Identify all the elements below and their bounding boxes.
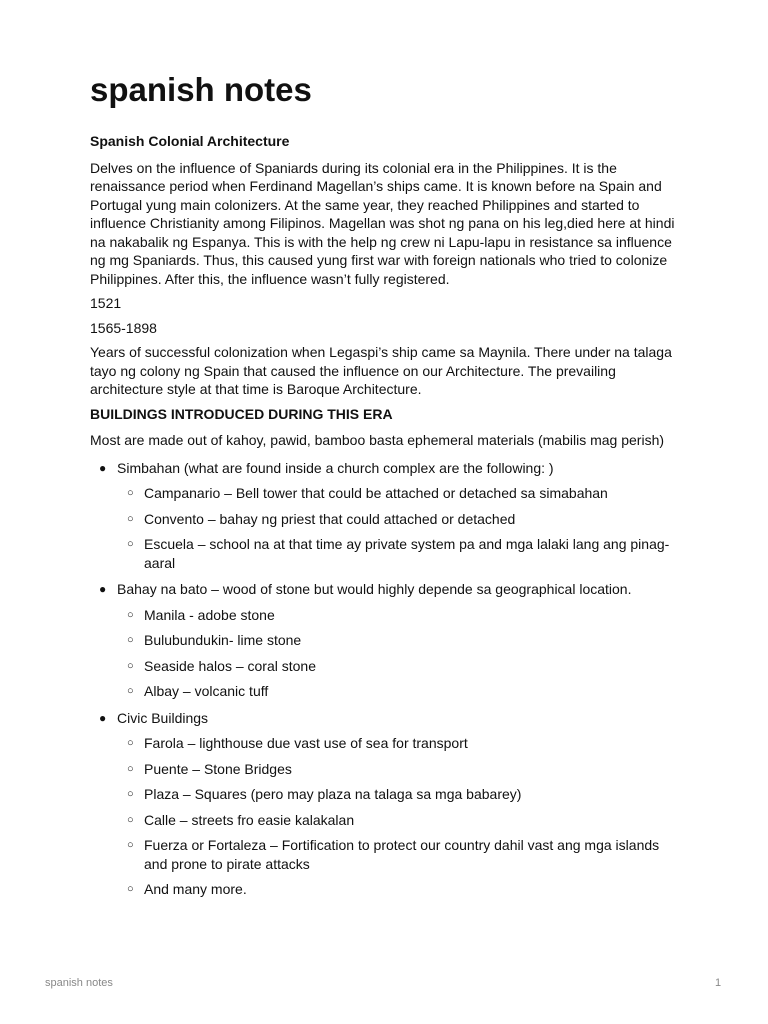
list-item-simbahan xyxy=(90,459,680,573)
sublist xyxy=(117,484,680,572)
year-range: 1565-1898 xyxy=(90,319,157,336)
intro-paragraph: Delves on the influence of Spaniards during its colonial era in the Philippines. It is the renaissance period when Ferdinand Magellan’s ships came. It is known before na Spain and Portugal yung main colonizers. At the same year, they reached Philippines and started to influence Christianity among Filipinos. Magellan was shot ng pana on his leg,died here at hindi na nakabalik ng Espanya. This is with the help ng crew ni Lapu-lapu in resistance sa influence ng mg Spaniards. Thus, this caused yung first war with foreign nationals who tried to colonize Philippines. After this, the influence wasn’t fully registered. xyxy=(90,159,675,287)
year-1521: 1521 xyxy=(90,295,122,311)
section-heading: Spanish Colonial Architecture xyxy=(90,133,290,149)
sublist-item xyxy=(117,657,680,676)
buildings-heading: BUILDINGS INTRODUCED DURING THIS ERA xyxy=(90,405,393,422)
circle-bullet-icon: ○ xyxy=(127,883,134,895)
circle-bullet-icon: ○ xyxy=(127,685,134,697)
colonization-paragraph: Years of successful colonization when Legaspi’s ship came sa Maynila. There under na talaga tayo ng colony ng Spain that caused the influence on our Architecture. The prevailing architecture style at that time is Baroque Architecture. xyxy=(90,344,672,397)
circle-bullet-icon: ○ xyxy=(127,487,134,499)
footer-title: spanish notes xyxy=(45,977,113,989)
sublist xyxy=(117,734,680,899)
document-body xyxy=(90,132,680,907)
sublist-item-text: Campanario – Bell tower that could be attached or detached sa simabahan xyxy=(144,485,608,501)
sublist xyxy=(117,606,680,701)
sublist-item xyxy=(117,785,680,804)
buildings-intro: Most are made out of kahoy, pawid, bamboo basta ephemeral materials (mabilis mag perish) xyxy=(90,432,665,448)
sublist-item-text: Fuerza or Fortaleza – Fortification to protect our country dahil vast ang mga islands and prone to pirate attacks xyxy=(144,837,660,872)
list-item-bahay-na-bato xyxy=(90,580,680,701)
sublist-item xyxy=(117,631,680,650)
circle-bullet-icon: ○ xyxy=(127,608,134,621)
sublist-item xyxy=(117,880,680,899)
sublist-item-text: Bulubundukin- lime stone xyxy=(144,632,302,648)
circle-bullet-icon: ○ xyxy=(127,788,134,800)
bullet-icon: ● xyxy=(99,460,107,475)
sublist-item-text: Puente – Stone Bridges xyxy=(144,760,292,777)
circle-bullet-icon: ○ xyxy=(127,762,134,775)
sublist-item xyxy=(117,734,680,753)
circle-bullet-icon: ○ xyxy=(127,839,134,851)
circle-bullet-icon: ○ xyxy=(127,512,134,525)
sublist-item xyxy=(117,535,680,572)
list-item-civic-buildings xyxy=(90,709,680,899)
list-item-label: Civic Buildings xyxy=(117,709,209,726)
buildings-list xyxy=(90,459,680,899)
sublist-item xyxy=(117,510,680,529)
bullet-icon: ● xyxy=(99,582,107,596)
document-title: spanish notes xyxy=(90,71,312,108)
sublist-item xyxy=(117,484,680,503)
sublist-item-text: Escuela – school na at that time ay private system pa and mga lalaki lang ang pinag-aaral xyxy=(144,536,670,571)
sublist-item-text: Calle – streets fro easie kalakalan xyxy=(144,811,355,828)
list-item-label: Bahay na bato – wood of stone but would highly depende sa geographical location. xyxy=(117,581,632,597)
circle-bullet-icon: ○ xyxy=(127,538,134,550)
sublist-item-text: Convento – bahay ng priest that could attached or detached xyxy=(144,510,516,527)
sublist-item xyxy=(117,811,680,830)
sublist-item-text: Farola – lighthouse due vast use of sea for transport xyxy=(144,735,468,751)
sublist-item xyxy=(117,682,680,701)
bullet-icon: ● xyxy=(99,710,107,725)
circle-bullet-icon: ○ xyxy=(127,659,134,672)
sublist-item-text: Albay – volcanic tuff xyxy=(144,683,269,699)
list-item-label: Simbahan (what are found inside a church complex are the following: ) xyxy=(117,459,554,476)
sublist-item-text: Plaza – Squares (pero may plaza na talaga sa mga babarey) xyxy=(144,786,522,802)
sublist-item xyxy=(117,606,680,625)
circle-bullet-icon: ○ xyxy=(127,634,134,646)
page-number: 1 xyxy=(715,977,722,989)
sublist-item xyxy=(117,836,680,873)
sublist-item-text: And many more. xyxy=(144,881,247,897)
sublist-item xyxy=(117,760,680,779)
circle-bullet-icon: ○ xyxy=(127,813,134,826)
circle-bullet-icon: ○ xyxy=(127,737,134,749)
sublist-item-text: Seaside halos – coral stone xyxy=(144,657,316,674)
sublist-item-text: Manila - adobe stone xyxy=(144,606,275,623)
